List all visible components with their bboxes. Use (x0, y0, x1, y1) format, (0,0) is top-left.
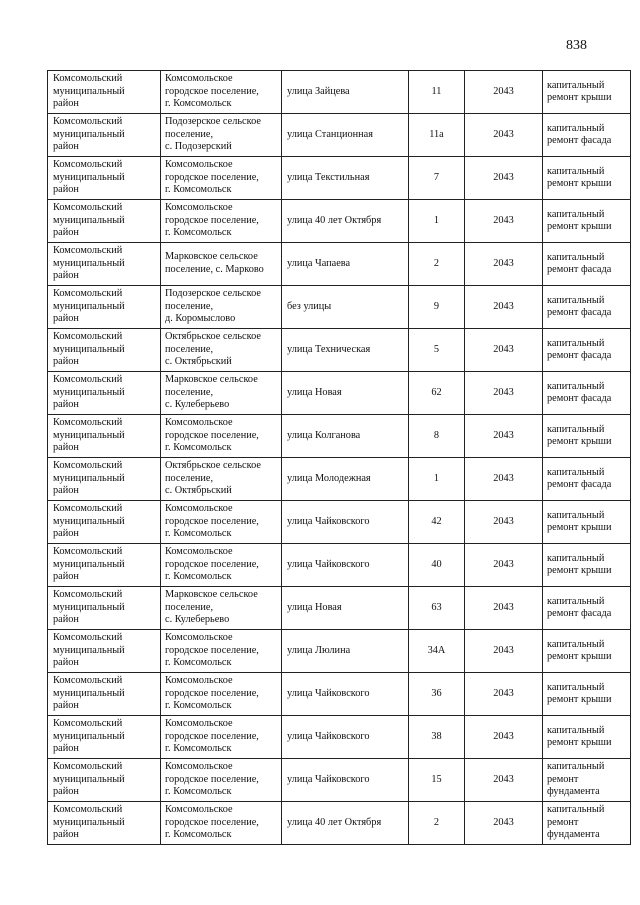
year-cell: 2043 (465, 329, 543, 372)
year-cell: 2043 (465, 587, 543, 630)
work-type-cell: капитальный ремонт фундамента (543, 802, 631, 845)
table-row (48, 544, 631, 587)
district-cell: Комсомольский муниципальный район (48, 114, 161, 157)
work-type-cell: капитальный ремонт фасада (543, 286, 631, 329)
street-cell: улица Зайцева (282, 71, 409, 114)
work-type-cell: капитальный ремонт крыши (543, 200, 631, 243)
year-cell: 2043 (465, 716, 543, 759)
house-number-cell: 63 (409, 587, 465, 630)
settlement-cell: Комсомольское городское поселение, г. Комсомольск (161, 71, 282, 114)
house-number-cell: 1 (409, 200, 465, 243)
table-row (48, 114, 631, 157)
settlement-cell: Октябрьское сельское поселение, с. Октябрьский (161, 329, 282, 372)
work-type-cell: капитальный ремонт крыши (543, 630, 631, 673)
settlement-cell: Комсомольское городское поселение, г. Комсомольск (161, 673, 282, 716)
district-cell: Комсомольский муниципальный район (48, 372, 161, 415)
year-cell: 2043 (465, 415, 543, 458)
house-number-cell: 9 (409, 286, 465, 329)
settlement-cell: Октябрьское сельское поселение, с. Октябрьский (161, 458, 282, 501)
house-number-cell: 8 (409, 415, 465, 458)
year-cell: 2043 (465, 501, 543, 544)
year-cell: 2043 (465, 114, 543, 157)
year-cell: 2043 (465, 200, 543, 243)
district-cell: Комсомольский муниципальный район (48, 286, 161, 329)
settlement-cell: Марковское сельское поселение, с. Марково (161, 243, 282, 286)
year-cell: 2043 (465, 630, 543, 673)
street-cell: улица Люлина (282, 630, 409, 673)
table-row (48, 501, 631, 544)
district-cell: Комсомольский муниципальный район (48, 716, 161, 759)
table-row (48, 673, 631, 716)
settlement-cell: Комсомольское городское поселение, г. Комсомольск (161, 716, 282, 759)
year-cell: 2043 (465, 802, 543, 845)
table-row (48, 587, 631, 630)
house-number-cell: 7 (409, 157, 465, 200)
year-cell: 2043 (465, 544, 543, 587)
settlement-cell: Комсомольское городское поселение, г. Комсомольск (161, 759, 282, 802)
settlement-cell: Комсомольское городское поселение, г. Комсомольск (161, 630, 282, 673)
work-type-cell: капитальный ремонт крыши (543, 716, 631, 759)
street-cell: улица Чайковского (282, 544, 409, 587)
page-number: 838 (566, 38, 587, 53)
district-cell: Комсомольский муниципальный район (48, 458, 161, 501)
year-cell: 2043 (465, 673, 543, 716)
street-cell: улица Чайковского (282, 716, 409, 759)
house-number-cell: 40 (409, 544, 465, 587)
district-cell: Комсомольский муниципальный район (48, 673, 161, 716)
table-row (48, 415, 631, 458)
settlement-cell: Комсомольское городское поселение, г. Комсомольск (161, 802, 282, 845)
table-row (48, 458, 631, 501)
table-row (48, 243, 631, 286)
street-cell: улица Текстильная (282, 157, 409, 200)
year-cell: 2043 (465, 286, 543, 329)
district-cell: Комсомольский муниципальный район (48, 759, 161, 802)
street-cell: без улицы (282, 286, 409, 329)
settlement-cell: Марковское сельское поселение, с. Кулеберьево (161, 587, 282, 630)
work-type-cell: капитальный ремонт крыши (543, 544, 631, 587)
work-type-cell: капитальный ремонт крыши (543, 673, 631, 716)
district-cell: Комсомольский муниципальный район (48, 630, 161, 673)
street-cell: улица Чайковского (282, 501, 409, 544)
house-number-cell: 5 (409, 329, 465, 372)
repair-registry-table (47, 70, 631, 845)
table-row (48, 157, 631, 200)
settlement-cell: Комсомольское городское поселение, г. Комсомольск (161, 415, 282, 458)
district-cell: Комсомольский муниципальный район (48, 329, 161, 372)
district-cell: Комсомольский муниципальный район (48, 802, 161, 845)
settlement-cell: Комсомольское городское поселение, г. Комсомольск (161, 544, 282, 587)
table-row (48, 759, 631, 802)
work-type-cell: капитальный ремонт крыши (543, 501, 631, 544)
work-type-cell: капитальный ремонт фасада (543, 114, 631, 157)
settlement-cell: Комсомольское городское поселение, г. Комсомольск (161, 501, 282, 544)
year-cell: 2043 (465, 372, 543, 415)
year-cell: 2043 (465, 71, 543, 114)
house-number-cell: 2 (409, 802, 465, 845)
street-cell: улица Чайковского (282, 673, 409, 716)
street-cell: улица Техническая (282, 329, 409, 372)
district-cell: Комсомольский муниципальный район (48, 243, 161, 286)
street-cell: улица 40 лет Октября (282, 200, 409, 243)
year-cell: 2043 (465, 458, 543, 501)
house-number-cell: 36 (409, 673, 465, 716)
street-cell: улица Молодежная (282, 458, 409, 501)
work-type-cell: капитальный ремонт фасада (543, 243, 631, 286)
house-number-cell: 15 (409, 759, 465, 802)
district-cell: Комсомольский муниципальный район (48, 587, 161, 630)
table-row (48, 372, 631, 415)
district-cell: Комсомольский муниципальный район (48, 71, 161, 114)
house-number-cell: 34А (409, 630, 465, 673)
work-type-cell: капитальный ремонт фундамента (543, 759, 631, 802)
house-number-cell: 11 (409, 71, 465, 114)
house-number-cell: 2 (409, 243, 465, 286)
year-cell: 2043 (465, 243, 543, 286)
work-type-cell: капитальный ремонт фасада (543, 372, 631, 415)
table-row (48, 200, 631, 243)
work-type-cell: капитальный ремонт крыши (543, 157, 631, 200)
street-cell: улица Новая (282, 587, 409, 630)
house-number-cell: 42 (409, 501, 465, 544)
year-cell: 2043 (465, 759, 543, 802)
street-cell: улица Станционная (282, 114, 409, 157)
table-row (48, 329, 631, 372)
table-row (48, 716, 631, 759)
district-cell: Комсомольский муниципальный район (48, 157, 161, 200)
work-type-cell: капитальный ремонт фасада (543, 329, 631, 372)
settlement-cell: Комсомольское городское поселение, г. Комсомольск (161, 157, 282, 200)
table-row (48, 71, 631, 114)
house-number-cell: 62 (409, 372, 465, 415)
house-number-cell: 11а (409, 114, 465, 157)
settlement-cell: Подозерское сельское поселение, с. Подозерский (161, 114, 282, 157)
table-row (48, 286, 631, 329)
settlement-cell: Марковское сельское поселение, с. Кулеберьево (161, 372, 282, 415)
street-cell: улица Чайковского (282, 759, 409, 802)
work-type-cell: капитальный ремонт фасада (543, 587, 631, 630)
street-cell: улица Новая (282, 372, 409, 415)
work-type-cell: капитальный ремонт крыши (543, 71, 631, 114)
work-type-cell: капитальный ремонт крыши (543, 415, 631, 458)
house-number-cell: 38 (409, 716, 465, 759)
work-type-cell: капитальный ремонт фасада (543, 458, 631, 501)
district-cell: Комсомольский муниципальный район (48, 501, 161, 544)
street-cell: улица Колганова (282, 415, 409, 458)
district-cell: Комсомольский муниципальный район (48, 415, 161, 458)
table-body (48, 71, 631, 845)
district-cell: Комсомольский муниципальный район (48, 544, 161, 587)
table-row (48, 630, 631, 673)
table-row (48, 802, 631, 845)
year-cell: 2043 (465, 157, 543, 200)
house-number-cell: 1 (409, 458, 465, 501)
street-cell: улица Чапаева (282, 243, 409, 286)
district-cell: Комсомольский муниципальный район (48, 200, 161, 243)
street-cell: улица 40 лет Октября (282, 802, 409, 845)
settlement-cell: Комсомольское городское поселение, г. Комсомольск (161, 200, 282, 243)
settlement-cell: Подозерское сельское поселение, д. Коромыслово (161, 286, 282, 329)
